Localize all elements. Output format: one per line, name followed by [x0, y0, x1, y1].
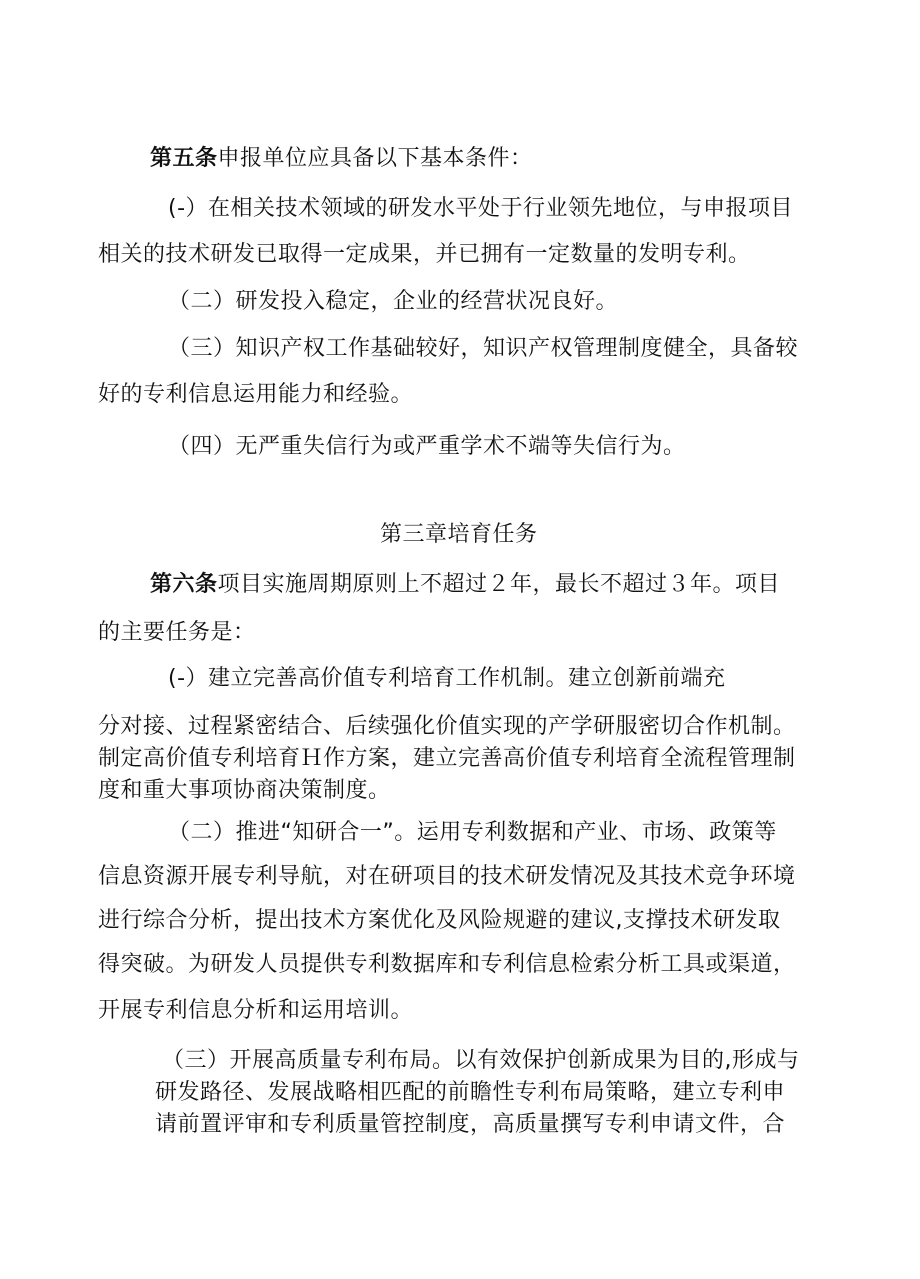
- article-6-text-line-1: 项目实施周期原则上不超过２年，最长不超过３年。项目: [217, 572, 781, 597]
- article-6-item-1-line-1: (-）建立完善高价值专利培育工作机制。建立创新前端充: [168, 666, 726, 691]
- article-6-item-3-line-1: （三）开展高质量专利布局。以有效保护创新成果为目的,形成与: [162, 1048, 800, 1073]
- article-6-item-2-line-3: 进行综合分析，提出技术方案优化及风险规避的建议,支撑技术研发取: [98, 908, 781, 933]
- article-6-label: 第六条: [150, 572, 218, 597]
- article-5-item-4: （四）无严重失信行为或严重学术不端等失信行为。: [168, 434, 686, 459]
- article-6-item-2-line-4: 得突破。为研发人员提供专利数据库和专利信息检索分析工具或渠道，: [98, 952, 796, 977]
- chapter-3-title: 第三章培育任务: [380, 522, 538, 547]
- article-6-item-1-line-2: 分对接、过程紧密结合、后续强化价值实现的产学研服密切合作机制。: [98, 714, 796, 739]
- article-6-heading: [150, 570, 780, 600]
- article-5-item-1-line-2: 相关的技术研发已取得一定成果，并已拥有一定数量的发明专利。: [98, 242, 751, 267]
- article-6-item-1-line-4: 度和重大事项协商决策制度。: [98, 778, 391, 803]
- article-6-item-2-line-2: 信息资源开展专利导航，对在研项目的技术研发情况及其技术竞争环境: [98, 864, 796, 889]
- article-5-intro: 申报单位应具备以下基本条件：: [217, 146, 533, 171]
- article-5-heading: [150, 144, 533, 174]
- article-6-item-3-line-3: 请前置评审和专利质量管控制度，高质量撰写专利申请文件，合: [155, 1112, 786, 1137]
- article-6-item-2-line-5: 开展专利信息分析和运用培训。: [98, 998, 414, 1023]
- article-6-item-2-line-1: （二）推进“知研合一”。运用专利数据和产业、市场、政策等: [168, 820, 777, 845]
- article-6-item-3-line-2: 研发路径、发展战略相匹配的前瞻性专利布局策略，建立专利申: [155, 1080, 786, 1105]
- article-5-item-3-line-1: （三）知识产权工作基础较好，知识产权管理制度健全，具备较: [168, 336, 799, 361]
- article-5-item-3-line-2: 好的专利信息运用能力和经验。: [98, 382, 414, 407]
- article-5-item-2: （二）研发投入稳定，企业的经营状况良好。: [168, 289, 619, 314]
- article-6-text-line-2: 的主要任务是：: [98, 620, 256, 645]
- article-5-item-1-line-1: (-）在相关技术领域的研发水平处于行业领先地位，与申报项目: [168, 196, 794, 221]
- article-6-item-1-line-3: 制定高价值专利培育Ｈ作方案，建立完善高价值专利培育全流程管理制: [98, 746, 796, 771]
- article-5-label: 第五条: [150, 146, 218, 171]
